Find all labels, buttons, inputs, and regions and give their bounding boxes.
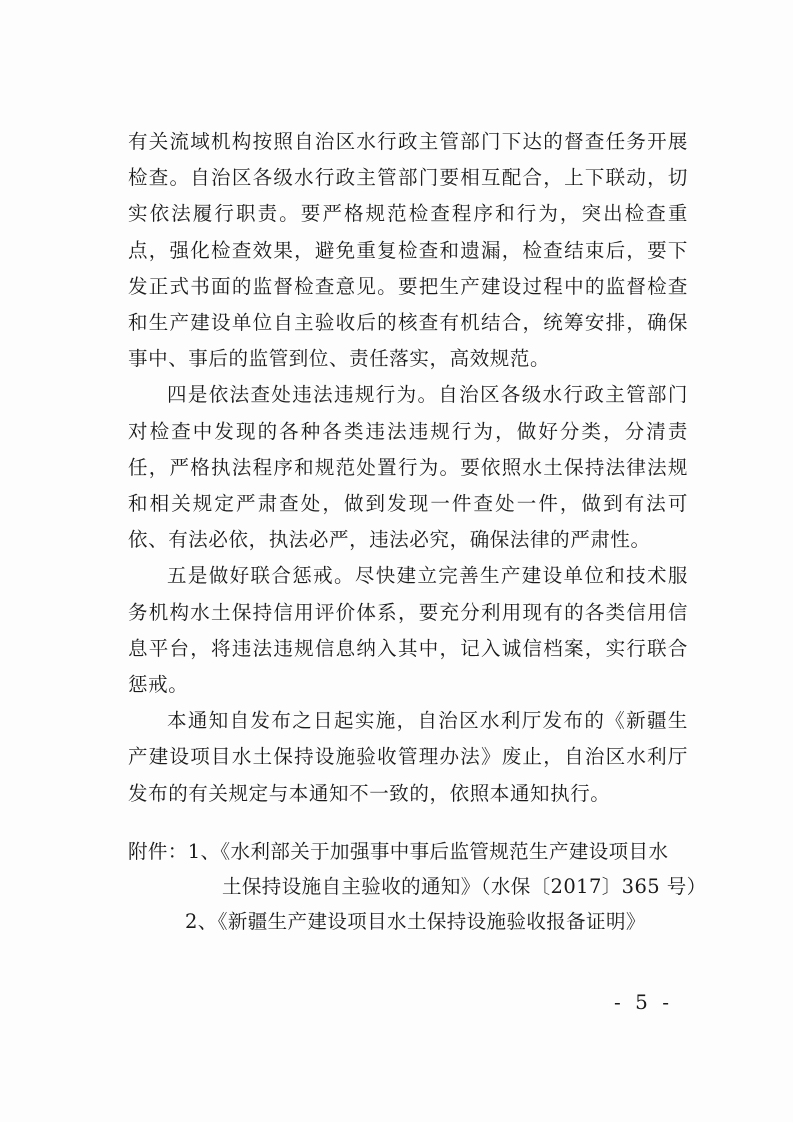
paragraph-effective-date: 本通知自发布之日起实施，自治区水利厅发布的《新疆生产建设项目水土保持设施验收管理办法》废止，自治区水利厅发布的有关规定与本通知不一致的，依照本通知执行。 <box>128 709 688 805</box>
paragraph-continuation: 有关流域机构按照自治区水行政主管部门下达的督查任务开展检查。自治区各级水行政主管部门要相互配合，上下联动，切实依法履行职责。要严格规范检查程序和行为，突出检查重点，强化检查效果，避免重复检查和遗漏，检查结束后，要下发正式书面的监督检查意见。要把生产建设过程中的监督检查和生产建设单位自主验收后的核查有机结合，统筹安排，确保事中、事后的监管到位、责任落实，高效规范。 <box>128 130 688 371</box>
attachments-section <box>128 834 707 939</box>
page-number: - 5 - <box>614 990 673 1014</box>
attachment-line-3: 2、《新疆生产建设项目水土保持设施验收报备证明》 <box>185 910 646 933</box>
attachment-line-1: 附件：1、《水利部关于加强事中事后监管规范生产建设项目水 <box>128 840 669 863</box>
attachment-line-2: 土保持设施自主验收的通知》（水保〔2017〕365 号） <box>222 875 707 898</box>
paragraph-item-five: 五是做好联合惩戒。尽快建立完善生产建设单位和技术服务机构水土保持信用评价体系，要充分利用现有的各类信用信息平台，将违法违规信息纳入其中，记入诚信档案，实行联合惩戒。 <box>128 564 688 697</box>
paragraph-item-four: 四是依法查处违法违规行为。自治区各级水行政主管部门对检查中发现的各种各类违法违规行为，做好分类，分清责任，严格执法程序和规范处置行为。要依照水土保持法律法规和相关规定严肃查处，做到发现一件查处一件，做到有法可依、有法必依，执法必严，违法必究，确保法律的严肃性。 <box>128 383 688 552</box>
body-text <box>128 124 688 812</box>
